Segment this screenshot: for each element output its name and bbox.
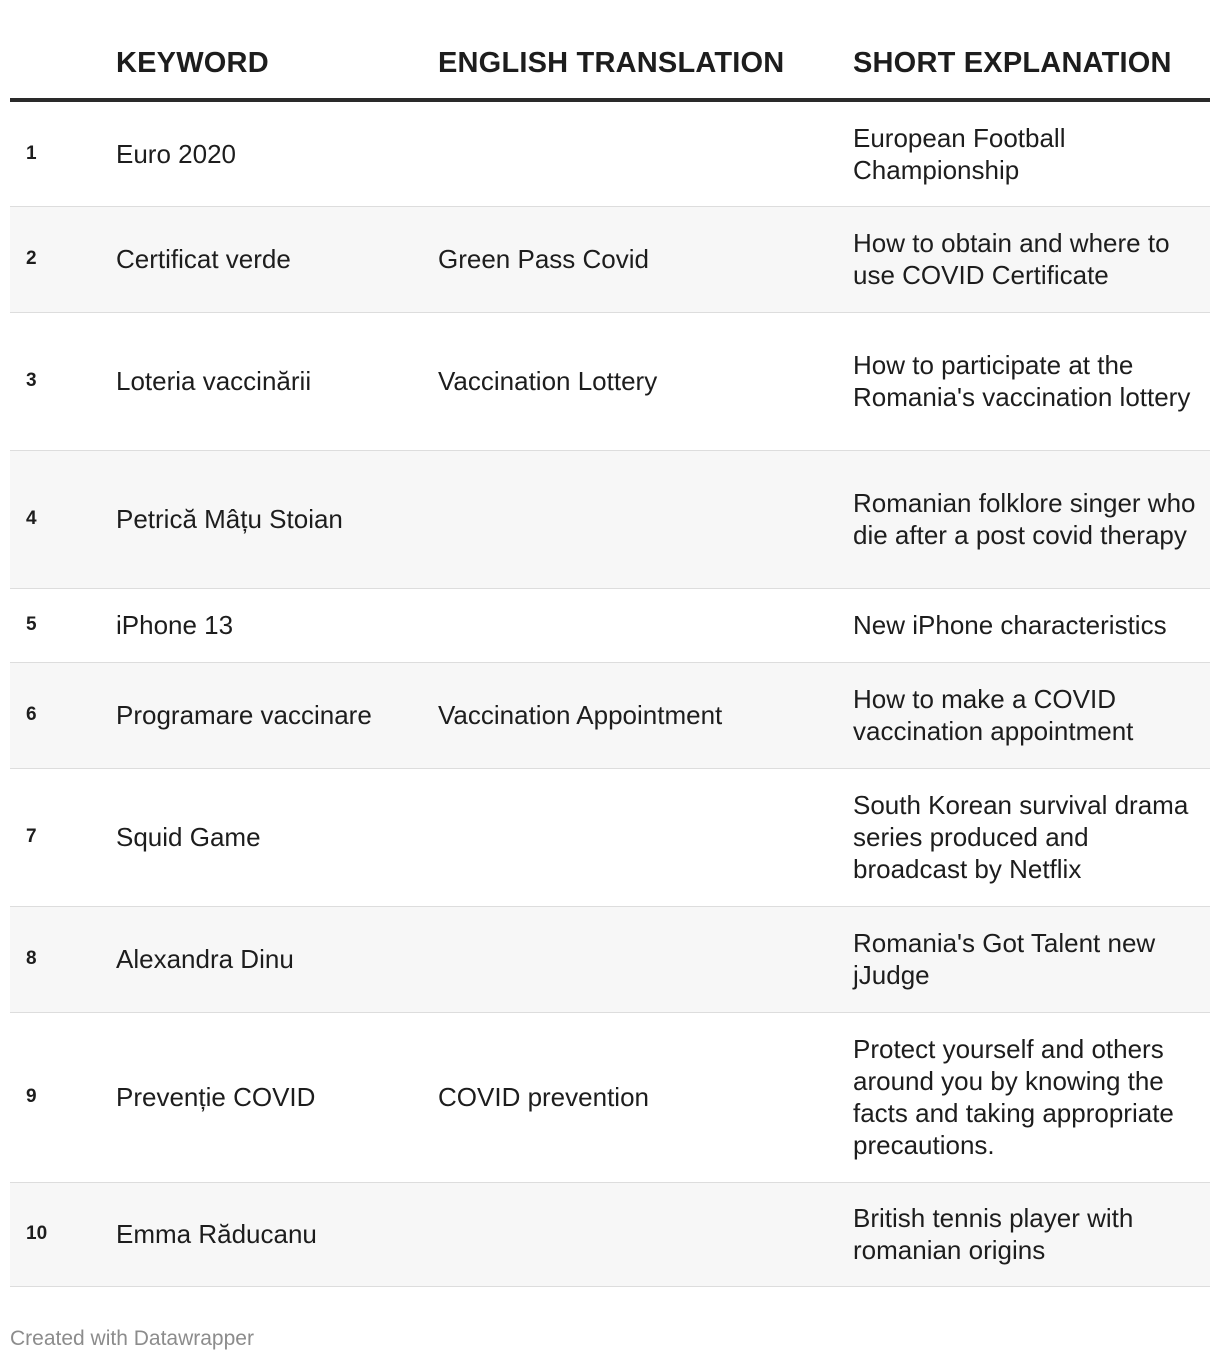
rank-cell: 4 [10, 450, 116, 588]
keyword-cell: Petrică Mâțu Stoian [116, 450, 438, 588]
rank-cell: 3 [10, 312, 116, 450]
english-cell [438, 1182, 853, 1286]
rank-cell: 10 [10, 1182, 116, 1286]
explanation-cell: How to obtain and where to use COVID Certificate [853, 206, 1210, 312]
keyword-cell: Prevenție COVID [116, 1012, 438, 1182]
table-row [10, 588, 1210, 662]
keyword-cell: iPhone 13 [116, 588, 438, 662]
english-cell: COVID prevention [438, 1012, 853, 1182]
rank-cell: 5 [10, 588, 116, 662]
rank-cell: 1 [10, 100, 116, 206]
keyword-cell: Loteria vaccinării [116, 312, 438, 450]
explanation-cell: Romania's Got Talent new jJudge [853, 906, 1210, 1012]
keyword-cell: Alexandra Dinu [116, 906, 438, 1012]
english-cell [438, 450, 853, 588]
explanation-cell: Protect yourself and others around you by knowing the facts and taking appropriate precautions. [853, 1012, 1210, 1182]
keyword-table [10, 0, 1210, 1287]
english-cell: Vaccination Appointment [438, 662, 853, 768]
explanation-cell: South Korean survival drama series produced and broadcast by Netflix [853, 768, 1210, 906]
explanation-cell: How to participate at the Romania's vaccination lottery [853, 312, 1210, 450]
table-header [10, 0, 1210, 100]
datawrapper-credit: Created with Datawrapper [10, 1327, 254, 1350]
table-row [10, 662, 1210, 768]
rank-cell: 9 [10, 1012, 116, 1182]
header-row [10, 0, 1210, 100]
header-short-explanation: SHORT EXPLANATION [853, 0, 1210, 100]
table-row [10, 1182, 1210, 1286]
keyword-table-container [10, 0, 1210, 1287]
table-row [10, 312, 1210, 450]
keyword-cell: Certificat verde [116, 206, 438, 312]
table-body [10, 100, 1210, 1286]
english-cell [438, 906, 853, 1012]
table-row [10, 100, 1210, 206]
explanation-cell: New iPhone characteristics [853, 588, 1210, 662]
table-row [10, 906, 1210, 1012]
explanation-cell: How to make a COVID vaccination appointment [853, 662, 1210, 768]
english-cell [438, 768, 853, 906]
header-rank [10, 0, 116, 100]
explanation-cell: European Football Championship [853, 100, 1210, 206]
keyword-cell: Euro 2020 [116, 100, 438, 206]
rank-cell: 2 [10, 206, 116, 312]
english-cell: Vaccination Lottery [438, 312, 853, 450]
rank-cell: 7 [10, 768, 116, 906]
header-english-translation: ENGLISH TRANSLATION [438, 0, 853, 100]
table-row [10, 450, 1210, 588]
rank-cell: 6 [10, 662, 116, 768]
table-row [10, 768, 1210, 906]
table-row [10, 1012, 1210, 1182]
keyword-cell: Squid Game [116, 768, 438, 906]
table-row [10, 206, 1210, 312]
keyword-cell: Emma Răducanu [116, 1182, 438, 1286]
english-cell [438, 100, 853, 206]
explanation-cell: Romanian folklore singer who die after a post covid therapy [853, 450, 1210, 588]
english-cell: Green Pass Covid [438, 206, 853, 312]
english-cell [438, 588, 853, 662]
explanation-cell: British tennis player with romanian origins [853, 1182, 1210, 1286]
header-keyword: KEYWORD [116, 0, 438, 100]
keyword-cell: Programare vaccinare [116, 662, 438, 768]
rank-cell: 8 [10, 906, 116, 1012]
